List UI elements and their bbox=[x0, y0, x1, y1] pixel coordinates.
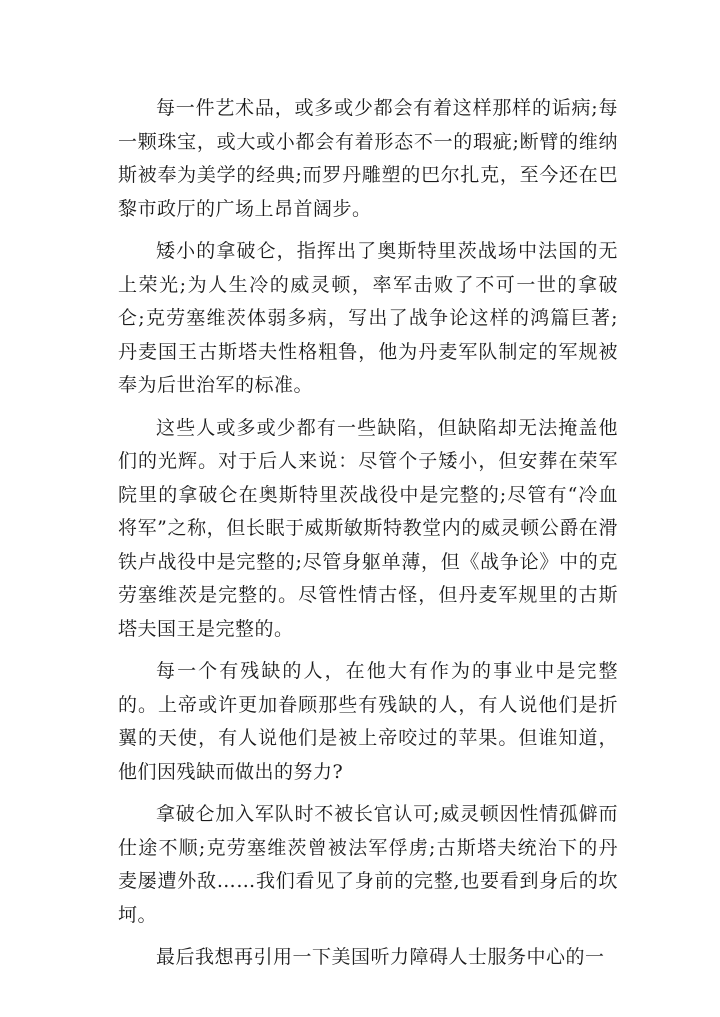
paragraph-6: 最后我想再引用一下美国听力障碍人士服务中心的一 bbox=[156, 946, 605, 968]
paragraph-3: 这些人或多或少都有一些缺陷，但缺陷却无法掩盖他们的光辉。对于后人来说：尽管个子矮小，但安葬在荣军院里的拿破仑在奥斯特里茨战役中是完整的;尽管有“冷血将军”之称，但长眠于威斯敏斯特教堂内的威灵顿公爵在滑铁卢战役中是完整的;尽管身躯单薄，但《战争论》中的克劳塞维茨是完整的。尽管性情古怪，但丹麦军规里的古斯塔夫国王是完整的。 bbox=[118, 416, 618, 640]
paragraph-2: 矮小的拿破仑，指挥出了奥斯特里茨战场中法国的无上荣光;为人生冷的威灵顿，率军击败了不可一世的拿破仑;克劳塞维茨体弱多病，写出了战争论这样的鸿篇巨著;丹麦国王古斯塔夫性格粗鲁，他为丹麦军队制定的军规被奉为后世治军的标准。 bbox=[118, 240, 618, 396]
paragraph-1: 每一件艺术品，或多或少都会有着这样那样的诟病;每一颗珠宝，或大或小都会有着形态不一的瑕疵;断臂的维纳斯被奉为美学的经典;而罗丹雕塑的巴尔扎克，至今还在巴黎市政厅的广场上昂首阔步。 bbox=[118, 97, 618, 220]
document-body bbox=[118, 92, 618, 984]
paragraph-4: 每一个有残缺的人，在他大有作为的事业中是完整的。上帝或许更加眷顾那些有残缺的人，有人说他们是折翼的天使，有人说他们是被上帝咬过的苹果。但谁知道，他们因残缺而做出的努力? bbox=[118, 660, 618, 783]
paragraph-5: 拿破仑加入军队时不被长官认可;威灵顿因性情孤僻而仕途不顺;克劳塞维茨曾被法军俘虏;古斯塔夫统治下的丹麦屡遭外敌……我们看见了身前的完整,也要看到身后的坎坷。 bbox=[118, 803, 618, 926]
